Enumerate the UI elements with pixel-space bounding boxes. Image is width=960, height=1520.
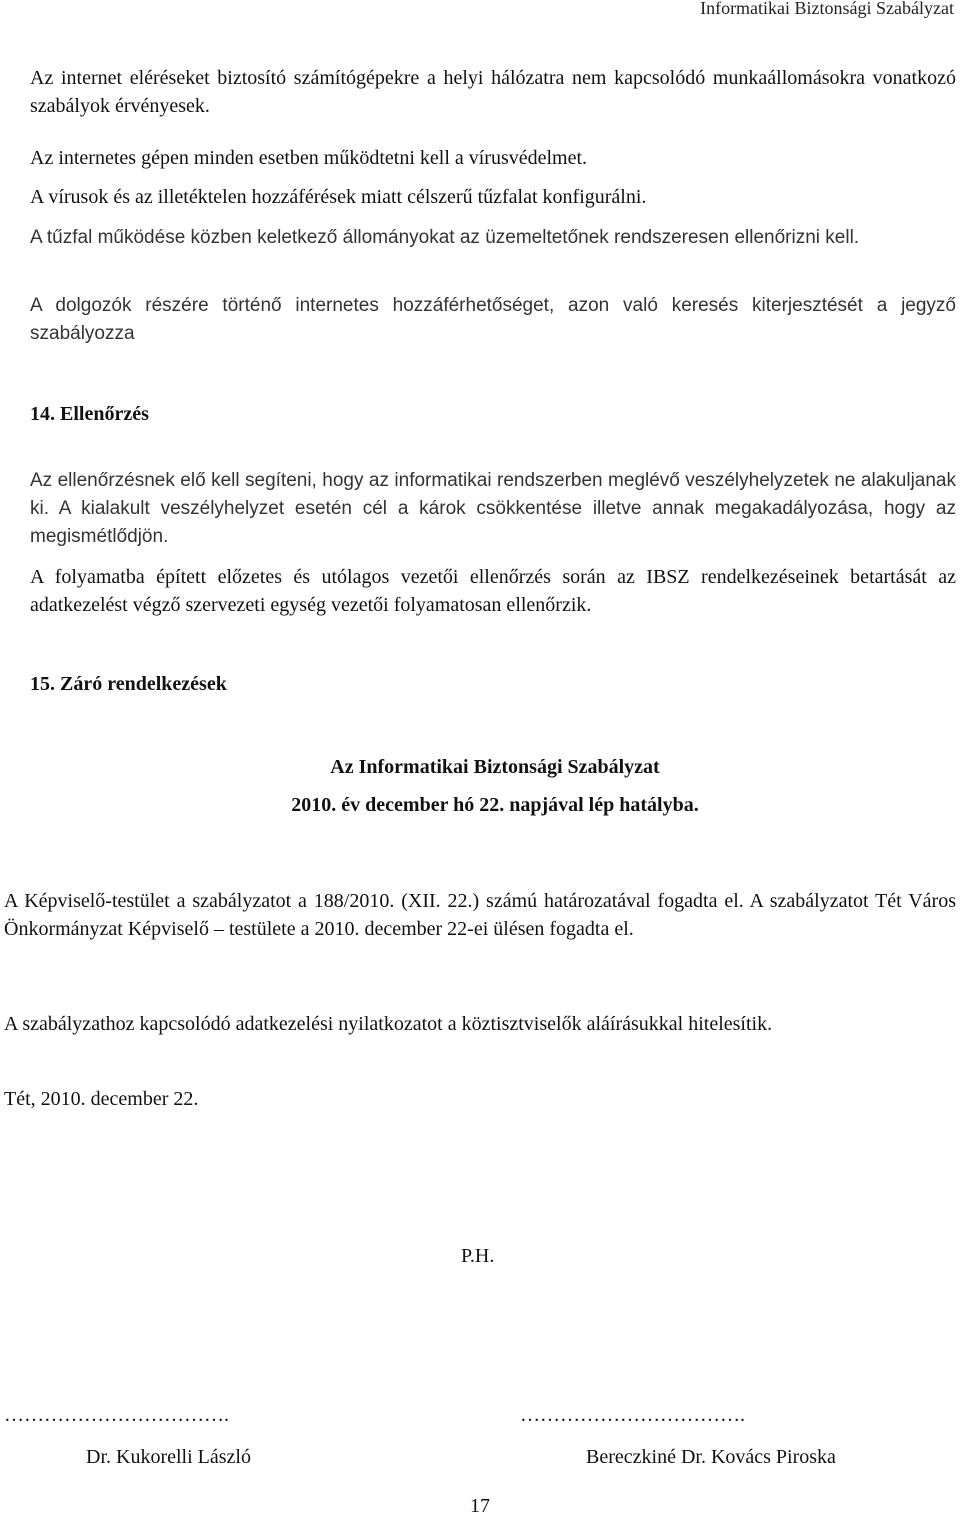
adoption-paragraph: A Képviselő-testület a szabályzatot a 188/2010. (XII. 22.) számú határozatával fogadta el. A szabályzatot Tét Város Önkormányzat Képviselő – testülete a 2010. december 22-ei ülésen fogadta el. (4, 890, 956, 940)
page-number: 17 (470, 1495, 490, 1517)
data-declaration-paragraph: A szabályzathoz kapcsolódó adatkezelési nyilatkozatot a köztisztviselők aláírásukkal hitelesítik. (4, 1013, 773, 1035)
page-header: Informatikai Biztonsági Szabályzat (700, 0, 954, 18)
regulation-title-line: Az Informatikai Biztonsági Szabályzat (330, 756, 660, 778)
paragraph-firewall-logs: A tűzfal működése közben keletkező állományokat az üzemeltetőnek rendszeresen ellenőrizni kell. (30, 227, 860, 248)
stamp-placeholder: P.H. (461, 1245, 495, 1267)
signature-line-left: ……………………………. (4, 1404, 229, 1426)
place-and-date: Tét, 2010. december 22. (4, 1088, 199, 1110)
paragraph-employee-access: A dolgozók részére történő internetes hozzáférhetőséget, azon való keresés kiterjesztését a jegyző szabályozza (30, 295, 956, 344)
paragraph-internet-rules: Az internet eléréseket biztosító számítógépekre a helyi hálózatra nem kapcsolódó munkaállomásokra vonatkozó szabályok érvényesek. (30, 67, 956, 117)
section-15-heading: 15. Záró rendelkezések (30, 673, 227, 695)
signatory-left-name: Dr. Kukorelli László (86, 1446, 251, 1468)
section-14-paragraph-2: A folyamatba épített előzetes és utólagos vezetői ellenőrzés során az IBSZ rendelkezéseinek betartását az adatkezelést végző szervezeti egység vezetői folyamatosan ellenőrzik. (30, 566, 956, 616)
paragraph-firewall: A vírusok és az illetéktelen hozzáférések miatt célszerű tűzfalat konfigurálni. (30, 186, 647, 208)
signatory-right-name: Bereczkiné Dr. Kovács Piroska (586, 1446, 836, 1468)
signature-line-right: ……………………………. (520, 1404, 745, 1426)
section-14-paragraph-1: Az ellenőrzésnek elő kell segíteni, hogy az informatikai rendszerben meglévő veszélyhelyzetek ne alakuljanak ki. A kialakult veszélyhelyzet esetén cél a károk csökkentése illetve annak megakadályozása, hogy az megismétlődjön. (30, 470, 956, 547)
section-14-heading: 14. Ellenőrzés (30, 403, 149, 425)
paragraph-antivirus: Az internetes gépen minden esetben működtetni kell a vírusvédelmet. (30, 147, 588, 169)
effective-date-line: 2010. év december hó 22. napjával lép hatályba. (291, 794, 699, 816)
